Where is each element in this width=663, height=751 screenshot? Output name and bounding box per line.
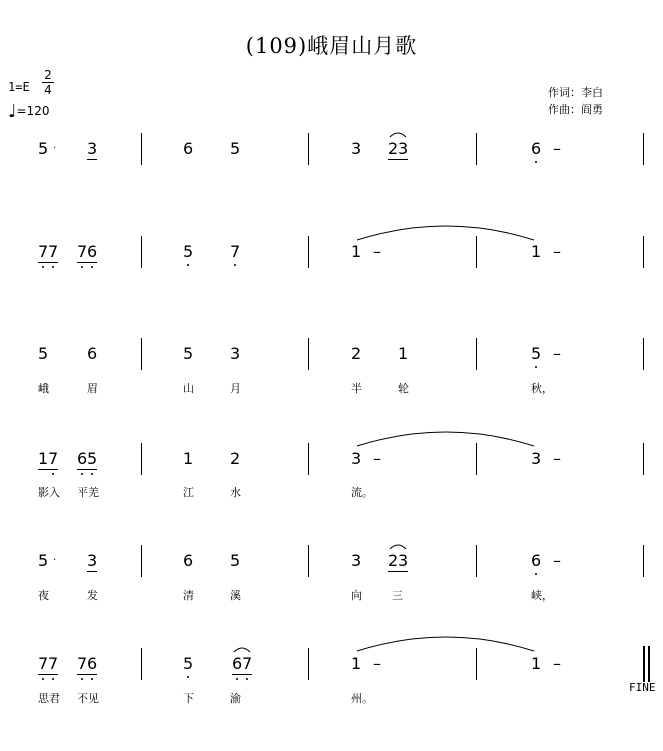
note: 7 bbox=[77, 654, 88, 673]
note: 3 bbox=[351, 449, 362, 468]
lower-octave-dot bbox=[246, 678, 248, 680]
note: 5 bbox=[183, 654, 194, 673]
barline bbox=[308, 338, 309, 370]
lyric: 半 bbox=[351, 382, 362, 395]
lyric: 夜 bbox=[38, 589, 49, 602]
note: 3 bbox=[398, 551, 409, 570]
barline bbox=[308, 545, 309, 577]
lyric: 渝 bbox=[230, 692, 241, 705]
lower-octave-dot bbox=[81, 266, 83, 268]
note: 7 bbox=[77, 242, 88, 261]
barline bbox=[476, 443, 477, 475]
fine-mark: FINE bbox=[629, 681, 656, 694]
note: 1 bbox=[38, 449, 49, 468]
note: 7 bbox=[48, 242, 59, 261]
tie bbox=[356, 222, 536, 242]
lyric: 山 bbox=[183, 382, 194, 395]
barline bbox=[476, 133, 477, 165]
dash: – bbox=[553, 654, 561, 673]
lyric: 发 bbox=[87, 589, 98, 602]
barline bbox=[476, 545, 477, 577]
note: 6 bbox=[87, 344, 98, 363]
lower-octave-dot bbox=[91, 678, 93, 680]
note: 5 bbox=[183, 344, 194, 363]
dash: – bbox=[553, 551, 561, 570]
note: 6 bbox=[77, 449, 88, 468]
note: 5 bbox=[38, 139, 49, 158]
key-signature: 1=E bbox=[8, 80, 30, 94]
barline bbox=[308, 648, 309, 680]
lower-octave-dot bbox=[535, 573, 537, 575]
barline bbox=[141, 545, 142, 577]
lyric: 眉 bbox=[87, 382, 98, 395]
barline bbox=[141, 338, 142, 370]
barline bbox=[643, 545, 644, 577]
barline bbox=[476, 648, 477, 680]
lyric: 江 bbox=[183, 486, 194, 499]
barline bbox=[141, 648, 142, 680]
note: 6 bbox=[531, 551, 542, 570]
barline bbox=[141, 443, 142, 475]
barline bbox=[476, 236, 477, 268]
note: 7 bbox=[38, 242, 49, 261]
lyric: 峡， bbox=[531, 589, 553, 602]
tempo-marking bbox=[8, 101, 49, 122]
dash: – bbox=[373, 242, 381, 261]
note: 7 bbox=[38, 654, 49, 673]
note: 5 bbox=[38, 344, 49, 363]
lower-octave-dot bbox=[52, 678, 54, 680]
note: 3 bbox=[351, 551, 362, 570]
note: 5 bbox=[183, 242, 194, 261]
lower-octave-dot bbox=[42, 678, 44, 680]
tie bbox=[356, 633, 536, 653]
lyric: 清 bbox=[183, 589, 194, 602]
lyric: 向 bbox=[351, 589, 362, 602]
barline bbox=[476, 338, 477, 370]
lyric: 峨 bbox=[38, 382, 49, 395]
lyric: 平羌 bbox=[77, 486, 99, 499]
note: 2 bbox=[230, 449, 241, 468]
dash: – bbox=[553, 449, 561, 468]
barline bbox=[643, 443, 644, 475]
slur bbox=[389, 130, 407, 138]
lower-octave-dot bbox=[187, 264, 189, 266]
final-barline bbox=[648, 646, 650, 682]
lyric: 月 bbox=[230, 382, 241, 395]
lower-octave-dot bbox=[234, 264, 236, 266]
meter-numerator: 2 bbox=[44, 68, 52, 82]
dash: – bbox=[553, 139, 561, 158]
note: 3 bbox=[531, 449, 542, 468]
note: 2 bbox=[351, 344, 362, 363]
note: 1 bbox=[398, 344, 409, 363]
note: 5 bbox=[87, 449, 98, 468]
barline bbox=[141, 236, 142, 268]
note: 7 bbox=[230, 242, 241, 261]
tempo-value: =120 bbox=[16, 104, 50, 118]
lower-octave-dot bbox=[52, 473, 54, 475]
lower-octave-dot bbox=[91, 473, 93, 475]
note: 3 bbox=[230, 344, 241, 363]
lyric: 秋， bbox=[531, 382, 553, 395]
dash: – bbox=[373, 654, 381, 673]
note: 1 bbox=[351, 242, 362, 261]
lower-octave-dot bbox=[81, 473, 83, 475]
lyric: 三 bbox=[392, 589, 403, 602]
note: 5 bbox=[230, 551, 241, 570]
lower-octave-dot bbox=[81, 678, 83, 680]
augmentation-dot: · bbox=[53, 555, 57, 566]
dash: – bbox=[553, 344, 561, 363]
meter-denominator: 4 bbox=[44, 83, 52, 97]
note: 2 bbox=[388, 551, 399, 570]
note: 3 bbox=[398, 139, 409, 158]
lyric: 流。 bbox=[351, 486, 373, 499]
note: 6 bbox=[183, 139, 194, 158]
lyric: 水 bbox=[230, 486, 241, 499]
note: 6 bbox=[87, 242, 98, 261]
barline bbox=[308, 133, 309, 165]
lower-octave-dot bbox=[91, 266, 93, 268]
lyric: 下 bbox=[183, 692, 194, 705]
lower-octave-dot bbox=[187, 676, 189, 678]
note: 7 bbox=[48, 449, 59, 468]
note: 5 bbox=[531, 344, 542, 363]
note: 2 bbox=[388, 139, 399, 158]
note: 1 bbox=[531, 242, 542, 261]
note: 6 bbox=[531, 139, 542, 158]
note: 7 bbox=[48, 654, 59, 673]
lower-octave-dot bbox=[236, 678, 238, 680]
barline bbox=[308, 236, 309, 268]
slur bbox=[389, 542, 407, 550]
note: 6 bbox=[87, 654, 98, 673]
lyricist-credit: 作词：李白 bbox=[548, 86, 603, 99]
note: 6 bbox=[232, 654, 243, 673]
barline bbox=[141, 133, 142, 165]
dash: – bbox=[373, 449, 381, 468]
barline bbox=[308, 443, 309, 475]
note: 5 bbox=[38, 551, 49, 570]
note: 6 bbox=[183, 551, 194, 570]
lower-octave-dot bbox=[42, 266, 44, 268]
augmentation-dot: · bbox=[53, 143, 57, 154]
barline bbox=[643, 133, 644, 165]
lower-octave-dot bbox=[52, 266, 54, 268]
lyric: 不见 bbox=[77, 692, 99, 705]
dash: – bbox=[553, 242, 561, 261]
note: 1 bbox=[351, 654, 362, 673]
note: 5 bbox=[230, 139, 241, 158]
tie bbox=[356, 428, 536, 448]
lyric: 溪 bbox=[230, 589, 241, 602]
note: 1 bbox=[531, 654, 542, 673]
lyric: 轮 bbox=[398, 382, 409, 395]
lyric: 州。 bbox=[351, 692, 373, 705]
lower-octave-dot bbox=[535, 161, 537, 163]
time-signature bbox=[42, 68, 54, 97]
barline bbox=[643, 236, 644, 268]
slur bbox=[233, 645, 251, 653]
note: 1 bbox=[183, 449, 194, 468]
note: 3 bbox=[87, 551, 98, 570]
barline bbox=[643, 338, 644, 370]
quarter-note-icon: ♩ bbox=[8, 101, 17, 122]
lower-octave-dot bbox=[535, 366, 537, 368]
note: 7 bbox=[242, 654, 253, 673]
song-title: (109)峨眉山月歌 bbox=[245, 34, 418, 58]
note: 3 bbox=[87, 139, 98, 158]
note: 3 bbox=[351, 139, 362, 158]
lyric: 影入 bbox=[38, 486, 60, 499]
composer-credit: 作曲：阎勇 bbox=[548, 103, 603, 116]
final-barline bbox=[643, 646, 645, 682]
lyric: 思君 bbox=[38, 692, 60, 705]
